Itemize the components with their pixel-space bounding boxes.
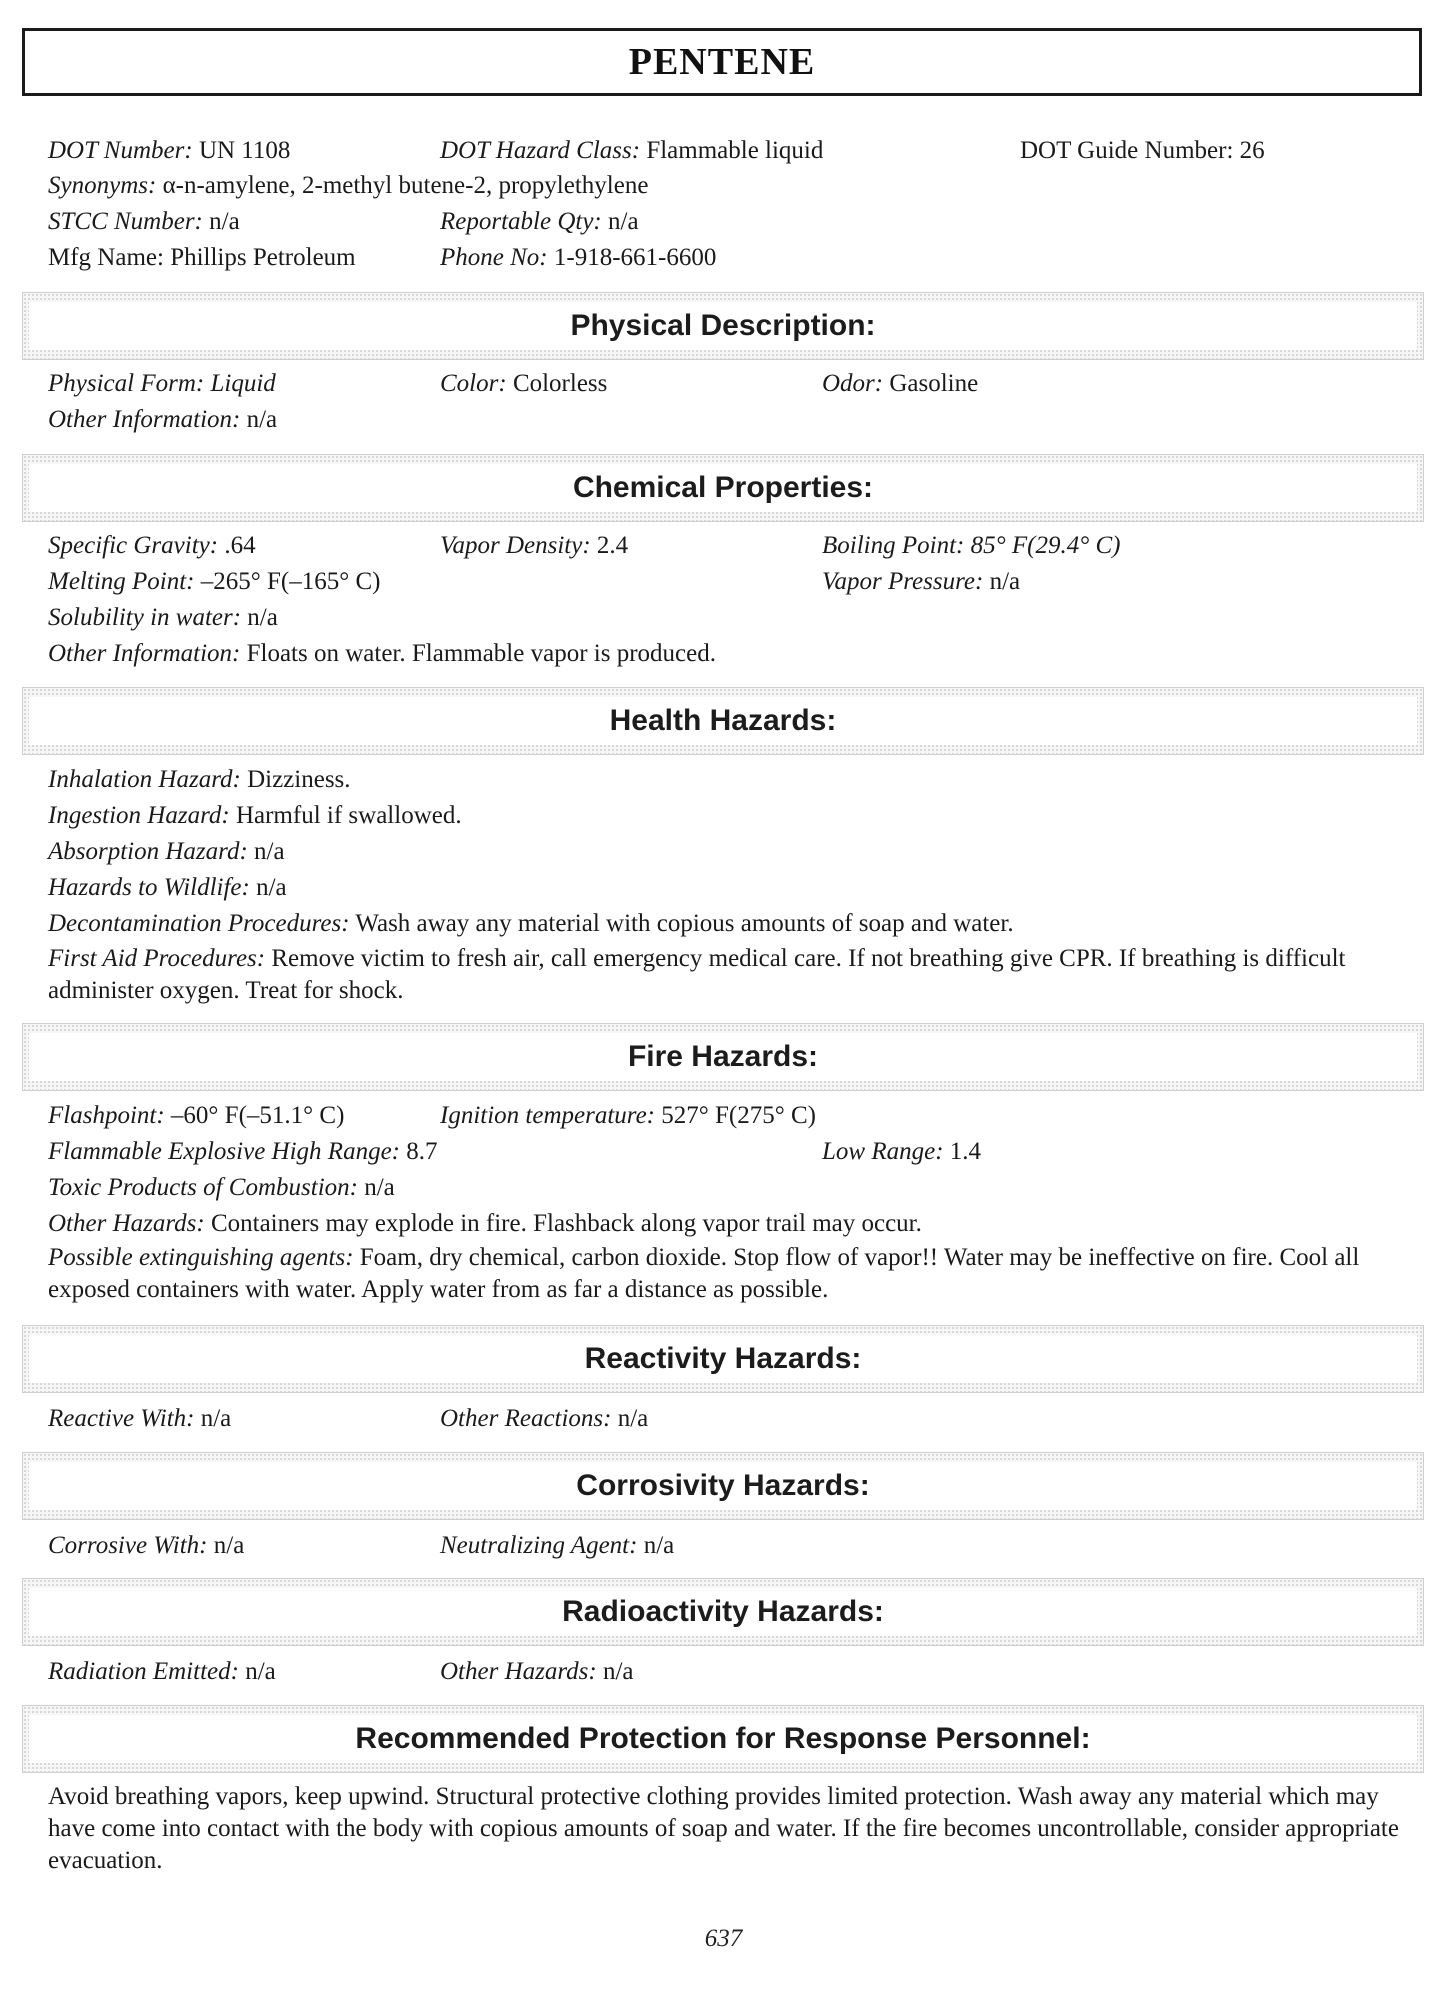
protection-paragraph: Avoid breathing vapors, keep upwind. Structural protective clothing provides limited protection. Wash away any material which may have come into contact with the body with copious amounts of soap and water. If the fire becomes uncontrollable, consider appropriate evacuation. [48, 1783, 1399, 1874]
section-heading: Chemical Properties: [572, 471, 874, 504]
section-reactivity-hazards [22, 1325, 1424, 1393]
reportable-line: Reportable Qty: n/a [440, 208, 639, 235]
vapor-pressure-line: Vapor Pressure: n/a [822, 568, 1021, 595]
section-chemical-properties [22, 454, 1424, 522]
section-recommended-protection [22, 1705, 1424, 1773]
page-number: 637 [704, 1925, 743, 1952]
phone-line: Phone No: 1-918-661-6600 [440, 244, 717, 271]
section-health-hazards [22, 687, 1424, 755]
section-heading: Recommended Protection for Response Personnel: [355, 1722, 1091, 1755]
section-heading: Corrosivity Hazards: [576, 1469, 870, 1502]
physical-other-line: Other Information: n/a [48, 406, 278, 433]
boiling-point-line: Boiling Point: 85° F(29.4° C) [822, 532, 1121, 559]
section-heading: Health Hazards: [609, 704, 837, 737]
reactive-with-line: Reactive With: n/a [48, 1405, 232, 1432]
radio-other-hazards-line: Other Hazards: n/a [440, 1658, 634, 1685]
other-reactions-line: Other Reactions: n/a [440, 1405, 649, 1432]
ignition-line: Ignition temperature: 527° F(275° C) [440, 1102, 816, 1129]
section-heading: Fire Hazards: [627, 1040, 819, 1073]
odor-line: Odor: Gasoline [822, 370, 979, 397]
ingestion-line: Ingestion Hazard: Harmful if swallowed. [48, 802, 462, 829]
neutralizing-agent-line: Neutralizing Agent: n/a [440, 1532, 675, 1559]
section-radioactivity-hazards [22, 1578, 1424, 1646]
color-line: Color: Colorless [440, 370, 608, 397]
synonyms-line: Synonyms: α-n-amylene, 2-methyl butene-2, propylethylene [48, 172, 649, 199]
fire-other-hazards-line: Other Hazards: Containers may explode in fire. Flashback along vapor trail may occur. [48, 1210, 922, 1237]
section-heading: Radioactivity Hazards: [562, 1595, 884, 1628]
wildlife-line: Hazards to Wildlife: n/a [48, 874, 287, 901]
section-fire-hazards [22, 1023, 1424, 1091]
absorption-line: Absorption Hazard: n/a [48, 838, 285, 865]
flashpoint-line: Flashpoint: –60° F(–51.1° C) [48, 1102, 345, 1129]
melting-point-line: Melting Point: –265° F(–165° C) [48, 568, 381, 595]
decontamination-line: Decontamination Procedures: Wash away any material with copious amounts of soap and water. [48, 910, 1014, 937]
radiation-emitted-line: Radiation Emitted: n/a [48, 1658, 276, 1685]
section-physical-description [22, 292, 1424, 360]
first-aid-paragraph: First Aid Procedures: Remove victim to fresh air, call emergency medical care. If not breathing give CPR. If breathing is difficult administer oxygen. Treat for shock. [48, 945, 1346, 1004]
corrosive-with-line: Corrosive With: n/a [48, 1532, 245, 1559]
dot-hazard-line: DOT Hazard Class: Flammable liquid [440, 137, 824, 164]
chemical-title: PENTENE [628, 41, 816, 83]
stcc-line: STCC Number: n/a [48, 208, 240, 235]
low-range-line: Low Range: 1.4 [822, 1138, 982, 1165]
chemical-other-line: Other Information: Floats on water. Flammable vapor is produced. [48, 640, 716, 667]
vapor-density-line: Vapor Density: 2.4 [440, 532, 629, 559]
toxic-products-line: Toxic Products of Combustion: n/a [48, 1174, 395, 1201]
inhalation-line: Inhalation Hazard: Dizziness. [48, 766, 351, 793]
section-heading: Reactivity Hazards: [584, 1342, 862, 1375]
high-range-line: Flammable Explosive High Range: 8.7 [48, 1138, 438, 1165]
dot-guide-line: DOT Guide Number: 26 [1020, 137, 1265, 164]
extinguishing-paragraph: Possible extinguishing agents: Foam, dry chemical, carbon dioxide. Stop flow of vapor!! Water may be ineffective on fire. Cool all exposed containers with water. Apply water from as far a distance as possible. [48, 1244, 1360, 1303]
physical-form-line: Physical Form: Liquid [48, 370, 276, 397]
section-heading: Physical Description: [570, 309, 876, 342]
title-box [22, 28, 1422, 96]
specific-gravity-line: Specific Gravity: .64 [48, 532, 256, 559]
section-corrosivity-hazards [22, 1452, 1424, 1520]
solubility-line: Solubility in water: n/a [48, 604, 278, 631]
mfg-line: Mfg Name: Phillips Petroleum [48, 244, 356, 271]
dot-number-line: DOT Number: UN 1108 [48, 137, 291, 164]
